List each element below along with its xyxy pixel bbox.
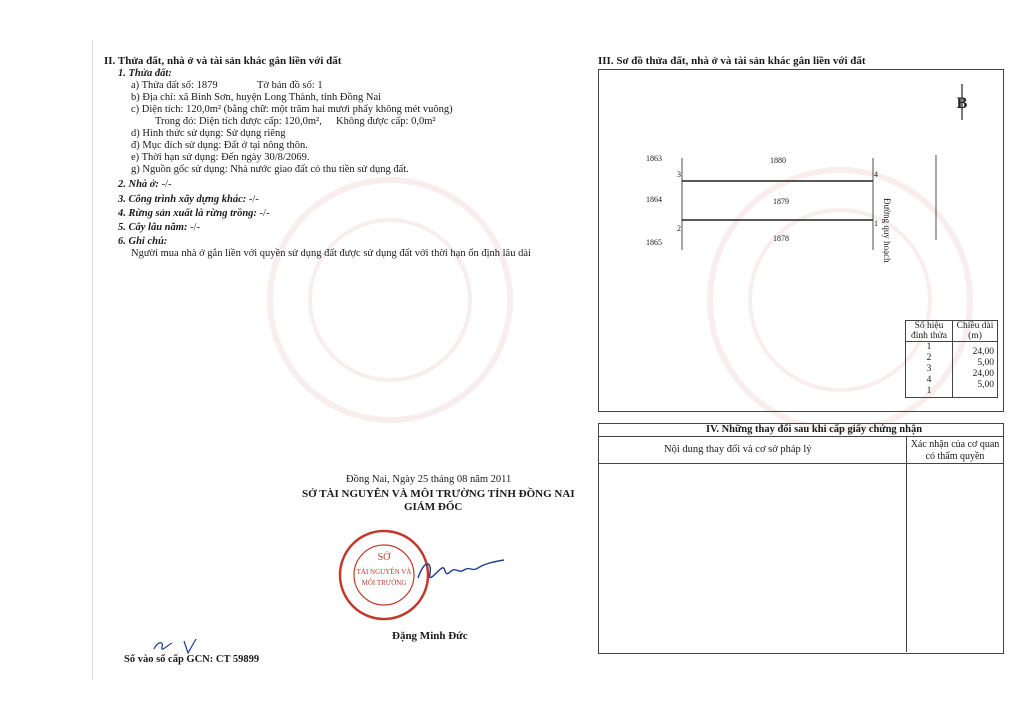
construction-label: 3. Công trình xây dựng khác: (118, 194, 247, 205)
house-value: -/- (161, 179, 172, 190)
parcel-address: b) Địa chỉ: xã Bình Sơn, huyện Long Thành, tỉnh Đồng Nai (131, 92, 382, 103)
perennial-row (118, 222, 200, 234)
vertex-3: 3 (677, 170, 681, 179)
road-label: Đường quy hoạch (882, 198, 892, 263)
vertex-2: 2 (677, 224, 681, 233)
parcel-1880: 1880 (770, 156, 786, 165)
use-purpose: đ) Mục đích sử dụng: Đất ở tại nông thôn. (131, 140, 308, 151)
length-row-1: 24,00 (972, 347, 994, 357)
register-number: Số vào sổ cấp GCN: CT 59899 (124, 654, 260, 665)
construction-value: -/- (248, 194, 259, 205)
parcel-area: c) Diện tích: 120,0m² (bằng chữ: một trăm hai mươi phẩy không mét vuông) (131, 104, 453, 115)
length-row-2: 5,00 (977, 358, 994, 368)
seal-line-2: TÀI NGUYÊN VÀ (356, 568, 412, 576)
north-arrow-icon (953, 82, 971, 122)
vertex-row-2: 2 (926, 353, 932, 363)
parcel-1863: 1863 (646, 154, 662, 163)
vertex-row-1: 1 (926, 342, 932, 352)
vertex-row-3: 3 (926, 364, 932, 374)
signer-position: GIÁM ĐỐC (404, 501, 463, 513)
note-text: Người mua nhà ở gắn liền với quyền sử dụng đất được sử dụng đất với thời hạn ổn định lâu dài (131, 248, 531, 259)
length-row-3: 24,00 (972, 369, 994, 379)
construction-row (118, 194, 259, 206)
seal-line-3: MÔI TRƯỜNG (361, 579, 407, 587)
section-3-title: III. Sơ đồ thửa đất, nhà ở và tài sản khác gắn liền với đất (598, 55, 866, 67)
parcel-heading: 1. Thửa đất: (118, 68, 172, 79)
parcel-map (640, 150, 950, 260)
vertex-1: 1 (874, 219, 878, 228)
register-handwriting-icon (150, 635, 214, 657)
parcel-1864: 1864 (646, 195, 662, 204)
perennial-label: 5. Cây lâu năm: (118, 222, 188, 233)
changes-header-divider (598, 436, 1003, 437)
house-label: 2. Nhà ở: (118, 179, 159, 190)
use-origin: g) Nguồn gốc sử dụng: Nhà nước giao đất có thu tiền sử dụng đất. (131, 164, 409, 175)
issuing-agency: SỞ TÀI NGUYÊN VÀ MÔI TRƯỜNG TỈNH ĐỒNG NAI (302, 488, 575, 500)
seal-center-text: SỞ (377, 552, 391, 563)
area-not-granted: Không được cấp: 0,0m² (336, 116, 436, 127)
parcel-number: a) Thửa đất số: 1879 (131, 80, 218, 91)
use-form: d) Hình thức sử dụng: Sử dụng riêng (131, 128, 286, 139)
parcel-1865: 1865 (646, 238, 662, 247)
parcel-1878: 1878 (773, 234, 789, 243)
issue-date: Đồng Nai, Ngày 25 tháng 08 năm 2011 (346, 474, 512, 485)
col-confirm-header: Xác nhận của cơ quan có thẩm quyền (910, 439, 1000, 462)
col-vertex-header: Số hiệu đỉnh thửa (906, 321, 953, 342)
vertex-length-table (905, 320, 998, 398)
signer-name: Đặng Minh Đức (392, 630, 468, 642)
forest-label: 4. Rừng sản xuất là rừng trồng: (118, 208, 257, 219)
area-granted: Trong đó: Diện tích được cấp: 120,0m², (155, 116, 322, 127)
left-margin-line (92, 40, 93, 680)
vertex-4: 4 (874, 170, 878, 179)
use-term: e) Thời hạn sử dụng: Đến ngày 30/8/2069. (131, 152, 310, 163)
note-label: 6. Ghi chú: (118, 236, 168, 247)
parcel-1879: 1879 (773, 197, 789, 206)
col-length-header: Chiều dài (m) (953, 321, 998, 342)
perennial-value: -/- (190, 222, 200, 233)
length-row-4: 5,00 (977, 380, 994, 390)
vertex-list (906, 342, 953, 398)
vertex-row-5: 1 (926, 386, 932, 396)
north-label: B (956, 95, 968, 112)
section-2-title: II. Thửa đất, nhà ở và tài sản khác gắn liền với đất (104, 55, 342, 67)
signature-mark-icon (412, 550, 512, 590)
vertex-row-4: 4 (926, 375, 932, 385)
section-4-title: IV. Những thay đổi sau khi cấp giấy chứng nhận (706, 424, 923, 435)
map-sheet: Tờ bản đồ số: 1 (257, 80, 323, 91)
forest-value: -/- (259, 208, 270, 219)
col-changes-header: Nội dung thay đổi và cơ sở pháp lý (664, 444, 812, 455)
house-row (118, 179, 171, 191)
watermark-left (260, 170, 520, 430)
forest-row (118, 208, 269, 220)
length-list (953, 342, 998, 398)
changes-body-divider (598, 463, 1003, 464)
changes-column-divider (906, 436, 907, 652)
